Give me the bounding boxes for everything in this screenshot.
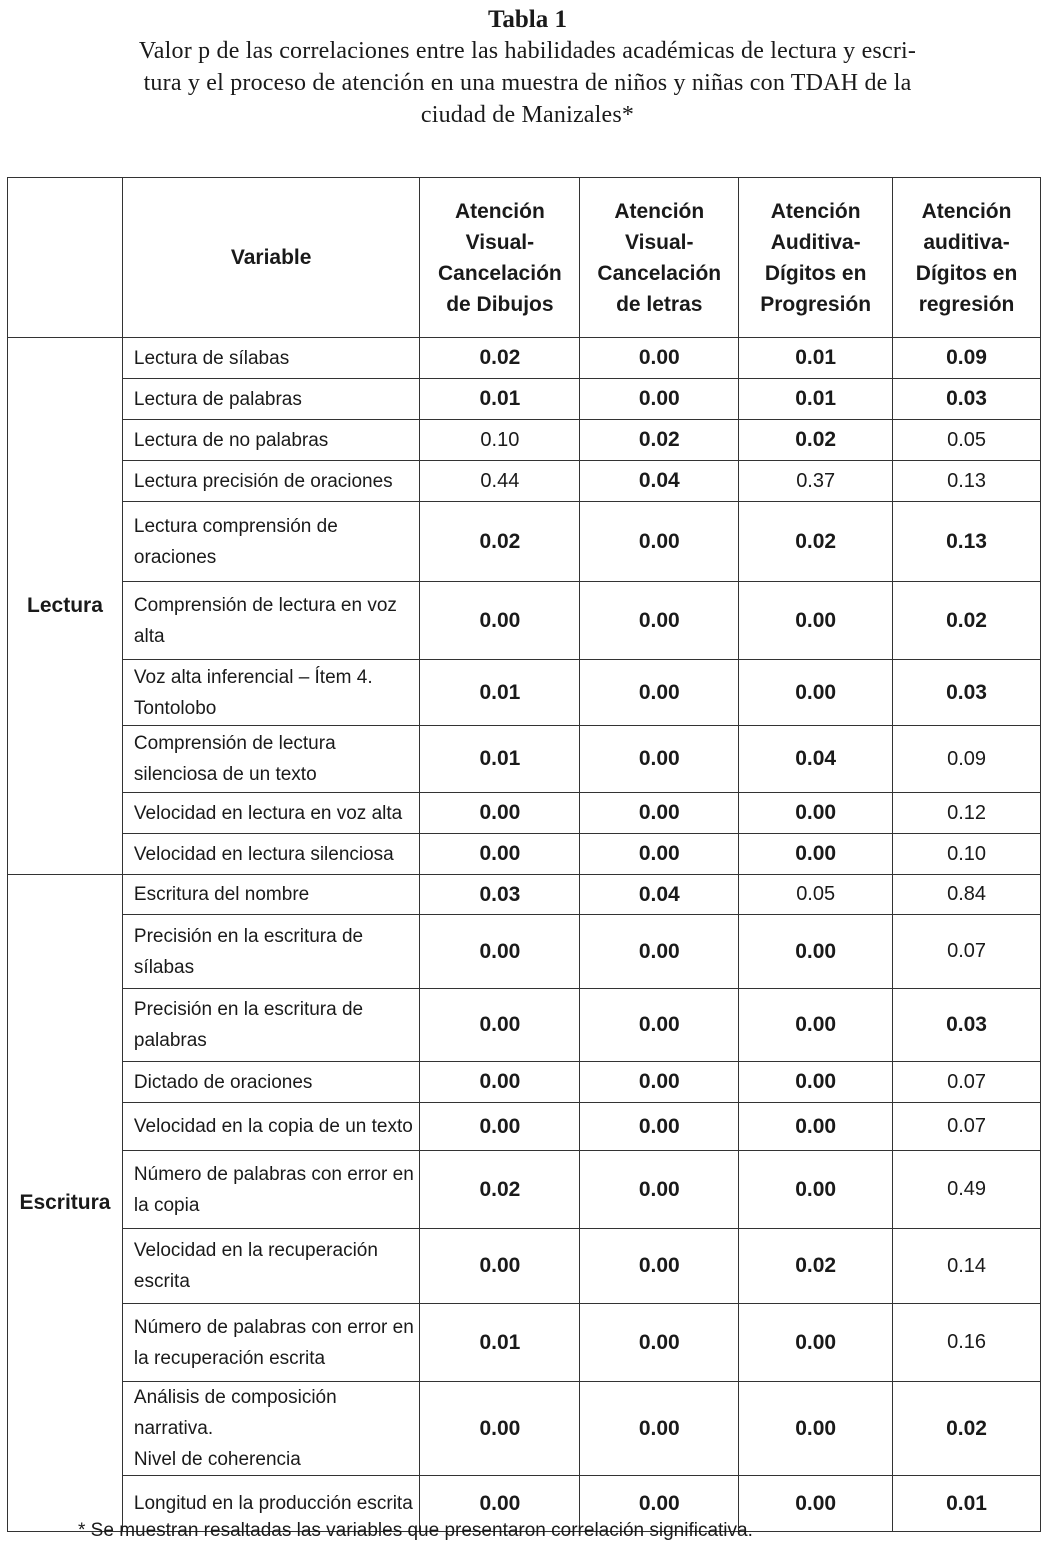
p-value-cell: 0.13 [893,461,1041,502]
p-value-cell: 0.00 [420,834,580,875]
variable-line: la copia [133,1194,200,1216]
table-row [8,726,1041,793]
p-value-cell: 0.00 [580,1062,739,1103]
p-value-cell: 0.00 [580,1229,739,1304]
group-label: Escritura [8,875,123,1532]
p-value-cell: 0.00 [739,660,893,726]
variable-cell [122,915,420,989]
variable-cell [122,989,420,1062]
p-value-cell: 0.00 [580,726,739,793]
variable-line: Velocidad en la recuperación [133,1240,378,1261]
header-visual-letras [580,178,739,338]
variable-cell [122,1304,420,1382]
p-value-cell: 0.00 [739,1382,893,1476]
p-value-cell: 0.04 [580,461,739,502]
variable-cell [122,1062,420,1103]
p-value-cell: 0.00 [580,1151,739,1229]
table-caption-title: Tabla 1 [488,6,567,33]
p-value-cell: 0.16 [893,1304,1041,1382]
variable-cell [122,1103,420,1151]
variable-cell [122,1382,420,1476]
p-value-cell: 0.05 [739,875,893,915]
p-value-cell: 0.01 [420,1304,580,1382]
p-value-cell: 0.37 [739,461,893,502]
header-line: de letras [616,292,703,316]
p-value-cell: 0.13 [893,502,1041,582]
header-variable: Variable [122,178,420,338]
p-value-cell: 0.00 [739,582,893,660]
variable-line: escrita [133,1271,190,1292]
header-line: Dígitos en [764,261,867,285]
variable-line: Análisis de composición narrativa. [133,1387,337,1439]
table-body [8,338,1041,1532]
p-value-cell: 0.10 [893,834,1041,875]
table-row [8,1062,1041,1103]
p-value-cell: 0.14 [893,1229,1041,1304]
p-value-cell: 0.02 [739,420,893,461]
p-value-cell: 0.12 [893,793,1041,834]
variable-cell [122,338,420,379]
variable-line: Velocidad en lectura en voz alta [133,802,403,824]
p-value-cell: 0.00 [739,1476,893,1532]
p-value-cell: 0.02 [739,502,893,582]
p-value-cell: 0.02 [893,1382,1041,1476]
p-value-cell: 0.04 [739,726,893,793]
variable-line: Número de palabras con error en [133,1316,414,1338]
p-value-cell: 0.04 [580,875,739,915]
variable-cell [122,1229,420,1304]
p-value-cell: 0.01 [420,379,580,420]
p-value-cell: 0.00 [739,915,893,989]
header-auditiva-regresion [893,178,1041,338]
table-row [8,338,1041,379]
p-value-cell: 0.09 [893,338,1041,379]
p-value-cell: 0.00 [420,989,580,1062]
p-value-cell: 0.00 [580,660,739,726]
p-value-cell: 0.00 [739,834,893,875]
table-row [8,1151,1041,1229]
header-line: regresión [918,292,1015,316]
header-line: Atención [454,199,545,223]
header-line: Atención [921,199,1012,223]
p-value-cell: 0.00 [420,1062,580,1103]
variable-cell [122,793,420,834]
p-value-cell: 0.00 [739,1103,893,1151]
variable-line: Lectura de palabras [133,388,302,410]
table-row [8,420,1041,461]
variable-cell [122,582,420,660]
variable-line: Precisión en la escritura de [133,999,364,1020]
variable-cell [122,726,420,793]
p-value-cell: 0.02 [420,1151,580,1229]
p-value-cell: 0.02 [893,582,1041,660]
p-value-cell: 0.00 [420,915,580,989]
p-value-cell: 0.01 [739,338,893,379]
header-line: Atención [770,199,861,223]
header-line: auditiva- [923,230,1010,254]
p-value-cell: 0.00 [580,379,739,420]
p-value-cell: 0.00 [580,502,739,582]
variable-line: Precisión en la escritura de [133,925,364,947]
p-value-cell: 0.02 [420,338,580,379]
variable-line: Longitud en la producción escrita [133,1493,413,1514]
table-row [8,461,1041,502]
p-value-cell: 0.03 [893,660,1041,726]
header-line: Visual- [625,230,694,254]
table-caption-line-2: tura y el proceso de atención en una muestra de niños y niñas con TDAH de la [143,70,912,96]
p-value-cell: 0.01 [420,726,580,793]
table-row [8,1382,1041,1476]
p-value-cell: 0.84 [893,875,1041,915]
p-value-cell: 0.44 [420,461,580,502]
p-value-cell: 0.01 [420,660,580,726]
table-row [8,582,1041,660]
p-value-cell: 0.00 [739,1062,893,1103]
variable-line: Dictado de oraciones [133,1071,313,1093]
p-value-cell: 0.07 [893,1103,1041,1151]
variable-cell [122,461,420,502]
variable-line: Nivel de coherencia [133,1449,301,1470]
variable-cell [122,660,420,726]
p-value-cell: 0.00 [739,793,893,834]
variable-line: Lectura comprensión de [133,515,338,537]
variable-line: Comprensión de lectura en voz [133,594,397,616]
variable-line: Velocidad en lectura silenciosa [133,843,394,865]
table-row [8,989,1041,1062]
p-value-cell: 0.00 [580,338,739,379]
p-value-cell: 0.03 [893,989,1041,1062]
variable-cell [122,502,420,582]
variable-cell [122,420,420,461]
variable-line: Escritura del nombre [133,884,310,905]
variable-cell [122,875,420,915]
p-value-cell: 0.00 [580,834,739,875]
table-row [8,875,1041,915]
variable-line: alta [133,625,165,647]
p-value-cell: 0.00 [420,1229,580,1304]
p-value-cell: 0.00 [739,1304,893,1382]
p-value-cell: 0.02 [420,502,580,582]
table-row [8,1304,1041,1382]
variable-line: Lectura de no palabras [133,429,329,451]
p-value-cell: 0.01 [739,379,893,420]
header-line: Cancelación [597,261,722,285]
variable-line: Lectura de sílabas [133,347,290,369]
p-value-cell: 0.01 [893,1476,1041,1532]
variable-cell [122,379,420,420]
header-line: Atención [614,199,705,223]
p-value-cell: 0.00 [580,1382,739,1476]
p-value-cell: 0.00 [420,1382,580,1476]
table-row [8,660,1041,726]
header-group-cell [8,178,123,338]
table-row [8,793,1041,834]
header-line: Cancelación [438,261,562,285]
variable-line: Voz alta inferencial – Ítem 4. [133,666,373,688]
table-row [8,379,1041,420]
variable-line: palabras [133,1030,207,1051]
p-value-cell: 0.10 [420,420,580,461]
header-visual-dibujos [420,178,580,338]
p-value-cell: 0.00 [580,915,739,989]
variable-line: oraciones [133,546,217,568]
header-line: Visual- [465,230,535,254]
p-value-cell: 0.00 [739,1151,893,1229]
header-line: Dígitos en [915,261,1018,285]
p-value-cell: 0.00 [420,1476,580,1532]
variable-line: Lectura precisión de oraciones [133,470,393,492]
table-row [8,1103,1041,1151]
p-value-cell: 0.02 [580,420,739,461]
variable-line: Tontolobo [133,697,217,719]
variable-line: Velocidad en la copia de un texto [133,1116,413,1137]
group-label: Lectura [8,338,123,875]
p-value-cell: 0.00 [420,793,580,834]
variable-cell [122,834,420,875]
table-caption-line-1: Valor p de las correlaciones entre las habilidades académicas de lectura y escri- [138,38,917,64]
p-value-cell: 0.00 [580,1476,739,1532]
header-row [8,178,1041,338]
variable-line: sílabas [133,956,195,978]
p-value-cell: 0.03 [893,379,1041,420]
header-line: de Dibujos [446,292,554,316]
p-value-cell: 0.00 [580,793,739,834]
p-value-cell: 0.00 [580,989,739,1062]
p-value-cell: 0.00 [580,1304,739,1382]
table-row [8,1229,1041,1304]
p-value-cell: 0.00 [580,1103,739,1151]
p-value-cell: 0.00 [420,1103,580,1151]
variable-line: Número de palabras con error en [133,1163,414,1185]
footnote: * Se muestran resaltadas las variables que presentaron correlación significativa. [78,1520,753,1541]
p-value-cell: 0.07 [893,915,1041,989]
variable-line: Comprensión de lectura [133,733,336,754]
p-value-cell: 0.03 [420,875,580,915]
p-value-cell: 0.00 [739,989,893,1062]
table-row [8,502,1041,582]
correlation-table [7,177,1041,1532]
table-row [8,915,1041,989]
header-line: Progresión [760,292,872,316]
p-value-cell: 0.07 [893,1062,1041,1103]
p-value-cell: 0.00 [580,582,739,660]
p-value-cell: 0.05 [893,420,1041,461]
p-value-cell: 0.09 [893,726,1041,793]
variable-line: la recuperación escrita [133,1347,326,1369]
header-auditiva-progresion [739,178,893,338]
table-row [8,834,1041,875]
table-caption-line-3: ciudad de Manizales* [420,102,635,128]
header-line: Auditiva- [770,230,861,254]
p-value-cell: 0.49 [893,1151,1041,1229]
p-value-cell: 0.02 [739,1229,893,1304]
p-value-cell: 0.00 [420,582,580,660]
variable-line: silenciosa de un texto [133,764,317,785]
variable-cell [122,1151,420,1229]
